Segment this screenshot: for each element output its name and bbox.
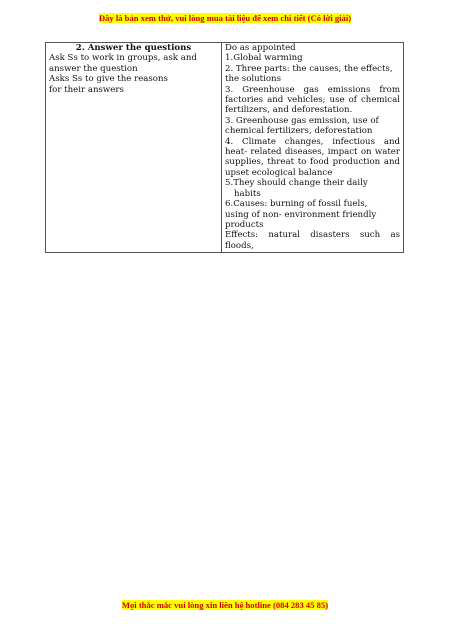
answer-line: 1.Global warming — [225, 53, 303, 64]
lesson-table — [45, 42, 404, 253]
hotline-text: Mọi thắc mắc vui lòng xin liên hệ hotline (084 283 45 85) — [121, 600, 329, 610]
answer-line: 5.They should change their daily — [225, 178, 368, 189]
answer-line: 3. Greenhouse gas emissions from factories and vehicles; use of chemical fertilizers, and deforestation. — [225, 84, 400, 116]
answer-line: 2. Three parts: the causes, the effects, the solutions — [225, 63, 393, 85]
answer-line: Do as appointed — [225, 43, 296, 53]
table-row — [46, 43, 404, 253]
answer-line: Effects: natural disasters such as floods, — [225, 230, 400, 251]
preview-notice-text: Đây là bản xem thử, vui lòng mua tài liệu để xem chi tiết (Có lời giải) — [98, 13, 352, 23]
left-line: Ask Ss to work in groups, ask and answer the question — [49, 53, 197, 74]
left-line: Asks Ss to give the reasons — [49, 74, 168, 85]
answer-line: habits — [234, 188, 261, 199]
answer-line: using of non- environment friendly products — [225, 209, 377, 230]
section-title: 2. Answer the questions — [75, 43, 192, 53]
left-line: for their answers — [49, 84, 124, 95]
teacher-activity-cell — [46, 43, 222, 253]
student-activity-cell — [222, 43, 404, 253]
answer-line: 6.Causes: burning of fossil fuels, — [225, 199, 368, 210]
hotline-banner — [0, 600, 450, 610]
preview-notice-banner — [0, 13, 450, 23]
answer-line: 4. Climate changes, infectious and heat- related diseases, impact on water supplies, threat to food production and upset ecological balance — [225, 136, 400, 178]
answer-line: 3. Greenhouse gas emission, use of chemical fertilizers, deforestation — [225, 115, 379, 137]
